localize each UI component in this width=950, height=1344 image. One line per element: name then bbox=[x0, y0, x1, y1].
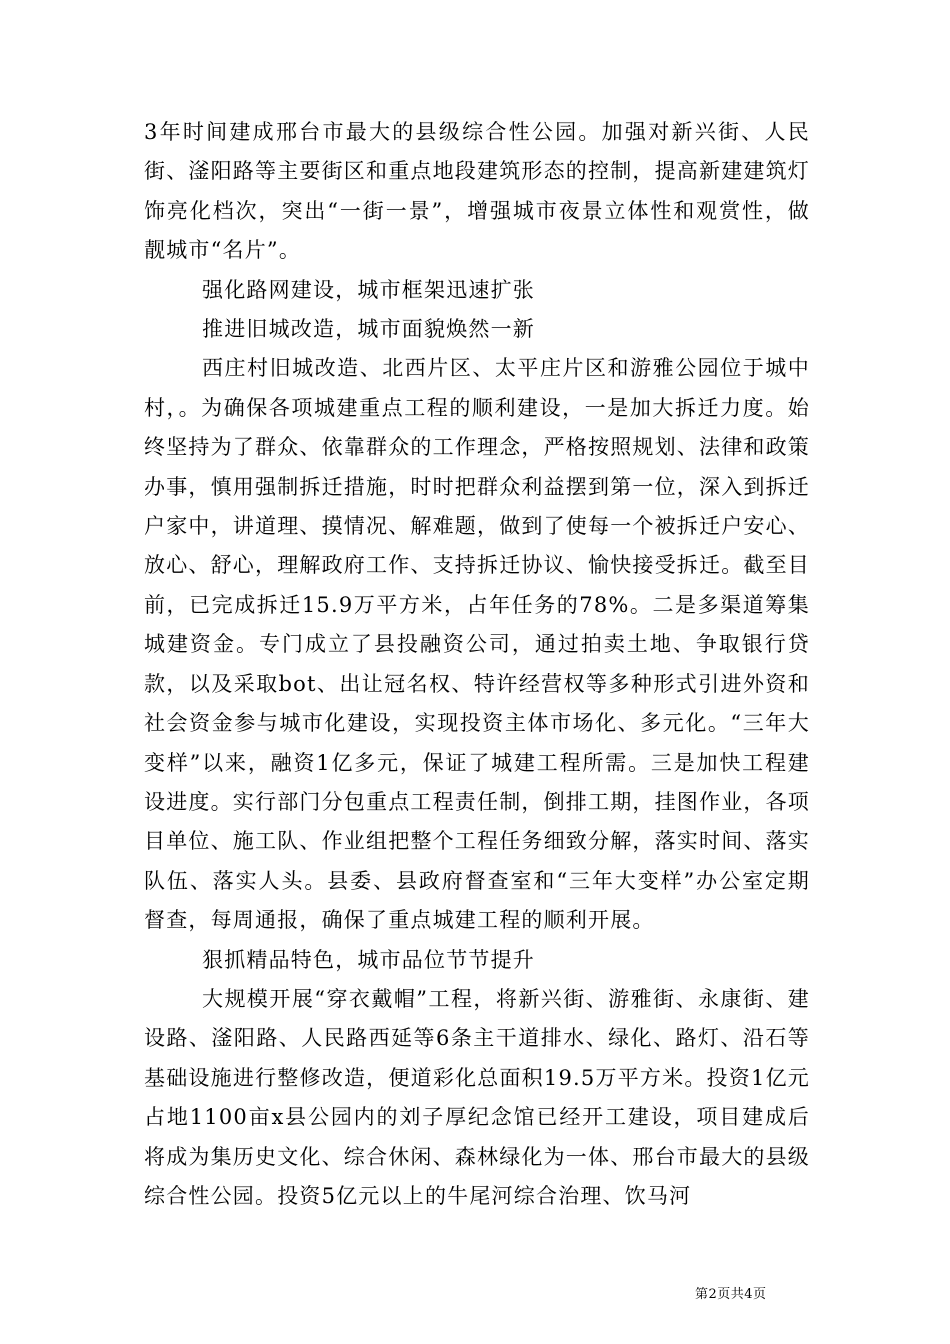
document-body bbox=[144, 113, 810, 1216]
section-heading-road-network: 强化路网建设，城市框架迅速扩张 bbox=[202, 277, 535, 302]
paragraph-quality-features: 大规模开展“穿衣戴帽”工程，将新兴街、游雅街、永康街、建设路、滏阳路、人民路西延等6条主干道排水、绿化、路灯、沿石等基础设施进行整修改造，便道彩化总面积19.5万平方米。投资1亿元占地1100亩x县公园内的刘子厚纪念馆已经开工建设，项目建成后将成为集历史文化、综合休闲、森林绿化为一体、邢台市最大的县级综合性公园。投资5亿元以上的牛尾河综合治理、饮马河 bbox=[144, 986, 810, 1208]
paragraph-continued: 3年时间建成邢台市最大的县级综合性公园。加强对新兴街、人民街、滏阳路等主要街区和重点地段建筑形态的控制，提高新建建筑灯饰亮化档次，突出“一街一景”，增强城市夜景立体性和观赏性，做靓城市“名片”。 bbox=[144, 120, 810, 263]
section-heading-quality-features: 狠抓精品特色，城市品位节节提升 bbox=[202, 947, 535, 972]
paragraph-old-city-renovation: 西庄村旧城改造、北西片区、太平庄片区和游雅公园位于城中村，。为确保各项城建重点工程的顺利建设，一是加大拆迁力度。始终坚持为了群众、依靠群众的工作理念，严格按照规划、法律和政策办事，慎用强制拆迁措施，时时把群众利益摆到第一位，深入到拆迁户家中，讲道理、摸情况、解难题，做到了使每一个被拆迁户安心、放心、舒心，理解政府工作、支持拆迁协议、愉快接受拆迁。截至目前，已完成拆迁15.9万平方米，占年任务的78%。二是多渠道筹集城建资金。专门成立了县投融资公司，通过拍卖土地、争取银行贷款，以及采取bot、出让冠名权、特许经营权等多种形式引进外资和社会资金参与城市化建设，实现投资主体市场化、多元化。“三年大变样”以来，融资1亿多元，保证了城建工程所需。三是加快工程建设进度。实行部门分包重点工程责任制，倒排工期，挂图作业，各项目单位、施工队、作业组把整个工程任务细致分解，落实时间、落实队伍、落实人头。县委、县政府督查室和“三年大变样”办公室定期督查，每周通报，确保了重点城建工程的顺利开展。 bbox=[144, 356, 810, 933]
page-number-footer: 第2页共4页 bbox=[695, 1287, 767, 1302]
section-heading-old-city-renovation: 推进旧城改造，城市面貌焕然一新 bbox=[202, 317, 535, 342]
